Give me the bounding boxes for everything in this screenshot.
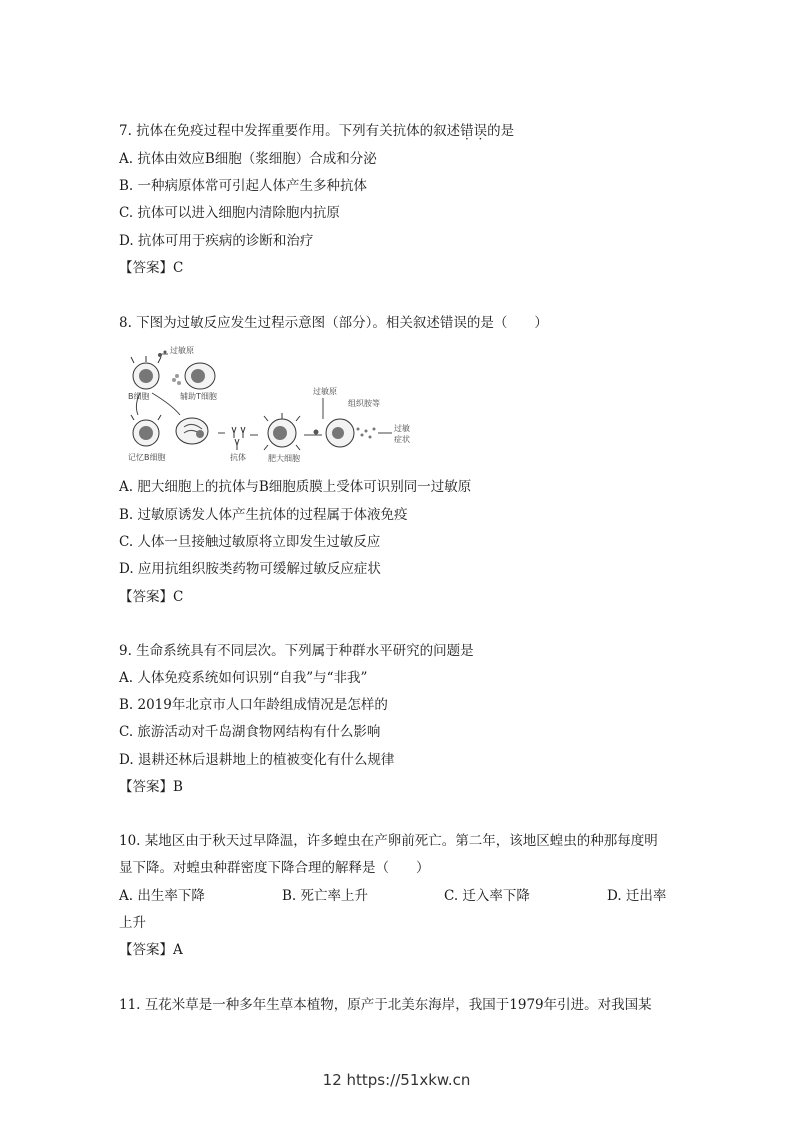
- q7-emph-2: 误: [473, 123, 488, 139]
- q10-option-b: B. 死亡率上升: [282, 888, 369, 904]
- page-footer: 12 https://51xkw.cn: [322, 1071, 471, 1089]
- label-helper-t: 辅助T细胞: [180, 392, 217, 401]
- label-histamine: 组织胺等: [348, 399, 380, 408]
- q9-option-a: A. 人体免疫系统如何识别“自我”与“非我”: [119, 670, 368, 686]
- mast-cell-icon: [264, 413, 300, 450]
- label-symptom-2: 症状: [394, 435, 410, 444]
- q10-stem-line1: 10. 某地区由于秋天过早降温，许多蝗虫在产卵前死亡。第二年，该地区蝗虫的种那每度明: [119, 833, 658, 849]
- label-memory-b: 记忆B细胞: [128, 453, 166, 462]
- q7-answer: 【答案】C: [119, 260, 184, 276]
- q10-option-d-wrap: 上升: [119, 915, 146, 931]
- allergen-icon: [158, 351, 168, 358]
- plasma-cell-icon: [176, 418, 208, 444]
- q9-option-c: C. 旅游活动对千岛湖食物网结构有什么影响: [119, 724, 381, 740]
- q8-option-c: C. 人体一旦接触过敏原将立即发生过敏反应: [119, 534, 381, 550]
- q10-option-c: C. 迁入率下降: [444, 888, 530, 904]
- b-cell-icon: [131, 356, 161, 389]
- allergy-process-figure: [122, 343, 422, 469]
- q10-stem-line2: 显下降。对蝗虫种群密度下降合理的解释是（ ）: [119, 860, 430, 876]
- label-symptom-1: 过敏: [394, 424, 410, 433]
- label-allergen-mid: 过敏原: [313, 387, 337, 396]
- degranulating-mast-cell-icon: [326, 419, 376, 447]
- q8-stem: 8. 下图为过敏反应发生过程示意图（部分）。相关叙述错误的是（ ）: [119, 315, 548, 331]
- label-mast-cell: 肥大细胞: [268, 454, 300, 463]
- q8-option-b: B. 过敏原诱发人体产生抗体的过程属于体液免疫: [119, 507, 408, 523]
- q7-emph-1: 错: [460, 123, 474, 139]
- q7-option-c: C. 抗体可以进入细胞内清除胞内抗原: [119, 205, 340, 221]
- helper-t-cell-icon: [172, 363, 215, 389]
- q8-option-a: A. 肥大细胞上的抗体与B细胞质膜上受体可识别同一过敏原: [119, 479, 472, 495]
- q10-option-a: A. 出生率下降: [119, 888, 205, 904]
- q8-answer: 【答案】C: [119, 589, 184, 605]
- antibody-icon: [232, 427, 245, 450]
- q9-answer: 【答案】B: [119, 779, 183, 795]
- q9-option-b: B. 2019年北京市人口年龄组成情况是怎样的: [119, 697, 388, 713]
- label-antibody: 抗体: [230, 453, 246, 462]
- label-b-cell: B细胞: [128, 392, 150, 401]
- q7-stem: 7. 抗体在免疫过程中发挥重要作用。下列有关抗体的叙述错误的是: [119, 123, 515, 139]
- q10-answer: 【答案】A: [119, 942, 183, 958]
- q7-option-a: A. 抗体由效应B细胞（浆细胞）合成和分泌: [119, 151, 377, 167]
- q9-option-d: D. 退耕还林后退耕地上的植被变化有什么规律: [119, 752, 395, 768]
- q7-option-d: D. 抗体可用于疾病的诊断和治疗: [119, 233, 314, 249]
- q7-option-b: B. 一种病原体常可引起人体产生多种抗体: [119, 178, 368, 194]
- q10-option-d: D. 迁出率: [607, 888, 667, 904]
- memory-b-cell-icon: [131, 415, 161, 446]
- q8-option-d: D. 应用抗组织胺类药物可缓解过敏反应症状: [119, 561, 381, 577]
- q9-stem: 9. 生命系统具有不同层次。下列属于种群水平研究的问题是: [119, 643, 474, 659]
- q11-stem-line1: 11. 互花米草是一种多年生草本植物，原产于北美东海岸，我国于1979年引进。对我国某: [119, 997, 652, 1013]
- label-allergen-top: 过敏原: [170, 346, 194, 355]
- allergen-dot-icon: [314, 430, 319, 435]
